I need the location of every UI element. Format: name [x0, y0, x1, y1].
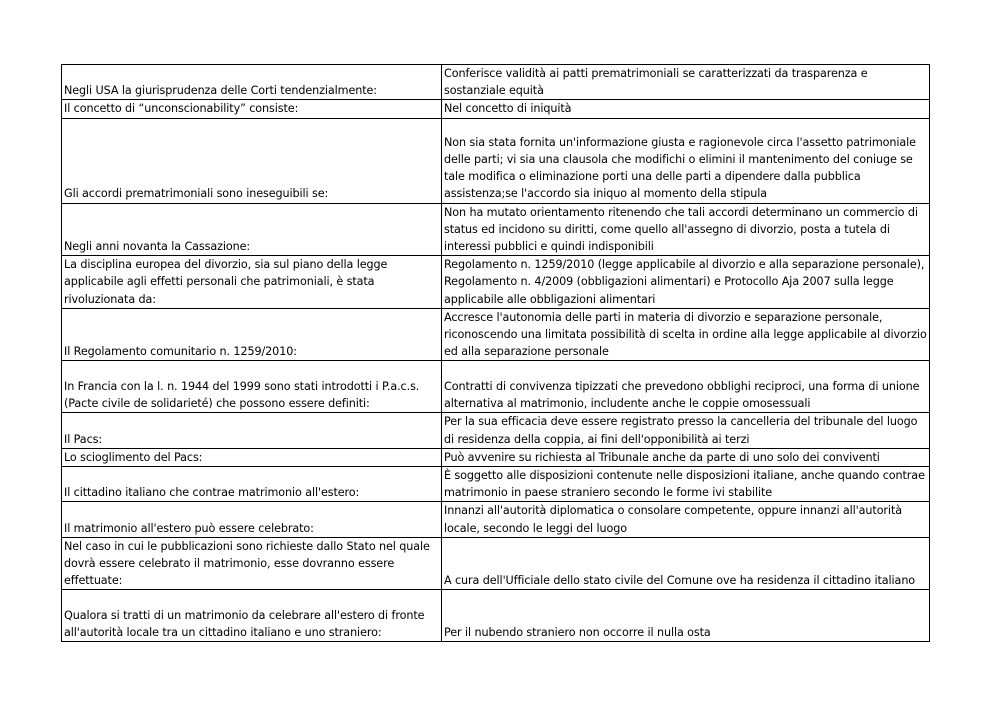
question-cell: Nel caso in cui le pubblicazioni sono richieste dallo Stato nel quale dovrà essere celebrato il matrimonio, esse dovranno essere effettuate: — [62, 537, 442, 590]
question-cell: Il cittadino italiano che contrae matrimonio all'estero: — [62, 467, 442, 502]
question-cell: Qualora si tratti di un matrimonio da celebrare all'estero di fronte all'autorità locale tra un cittadino italiano e uno straniero: — [62, 590, 442, 642]
question-cell: La disciplina europea del divorzio, sia sul piano della legge applicabile agli effetti personali che patrimoniali, è stata rivoluzionata da: — [62, 256, 442, 309]
answer-cell: Contratti di convivenza tipizzati che prevedono obblighi reciproci, una forma di unione alternativa al matrimonio, includente anche le coppie omosessuali — [442, 361, 930, 413]
answer-cell: Per la sua efficacia deve essere registrato presso la cancelleria del tribunale del luogo di residenza della coppia, ai fini dell'opponibilità ai terzi — [442, 413, 930, 448]
table-row — [62, 361, 930, 413]
answer-cell: A cura dell'Ufficiale dello stato civile del Comune ove ha residenza il cittadino italiano — [442, 537, 930, 590]
table-row — [62, 413, 930, 448]
answer-cell: Per il nubendo straniero non occorre il nulla osta — [442, 590, 930, 642]
answer-cell: È soggetto alle disposizioni contenute nelle disposizioni italiane, anche quando contrae matrimonio in paese straniero secondo le forme ivi stabilite — [442, 467, 930, 502]
table-row — [62, 502, 930, 537]
answer-cell: Regolamento n. 1259/2010 (legge applicabile al divorzio e alla separazione personale), Regolamento n. 4/2009 (obbligazioni alimentari) e Protocollo Aja 2007 sulla legge applicabile alle obbligazioni alimentari — [442, 256, 930, 309]
question-cell: Il concetto di “unconscionability” consiste: — [62, 100, 442, 118]
answer-cell: Innanzi all'autorità diplomatica o consolare competente, oppure innanzi all'autorità locale, secondo le leggi del luogo — [442, 502, 930, 537]
question-cell: Negli USA la giurisprudenza delle Corti tendenzialmente: — [62, 65, 442, 100]
table-row — [62, 537, 930, 590]
answer-cell: Nel concetto di iniquità — [442, 100, 930, 118]
table-row — [62, 118, 930, 203]
table-row — [62, 256, 930, 309]
table-row — [62, 308, 930, 361]
answer-cell: Accresce l'autonomia delle parti in materia di divorzio e separazione personale, riconoscendo una limitata possibilità di scelta in ordine alla legge applicabile al divorzio ed alla separazione personale — [442, 308, 930, 361]
table-row — [62, 590, 930, 642]
question-cell: Il Pacs: — [62, 413, 442, 448]
question-cell: In Francia con la l. n. 1944 del 1999 sono stati introdotti i P.a.c.s. (Pacte civile de solidarieté) che possono essere definiti: — [62, 361, 442, 413]
table-row — [62, 467, 930, 502]
question-cell: Negli anni novanta la Cassazione: — [62, 203, 442, 256]
question-cell: Il Regolamento comunitario n. 1259/2010: — [62, 308, 442, 361]
answer-cell: Non sia stata fornita un'informazione giusta e ragionevole circa l'assetto patrimoniale delle parti; vi sia una clausola che modifichi o elimini il mantenimento del coniuge se tale modifica o eliminazione porti una delle parti a dipendere dalla pubblica assistenza;se l'accordo sia iniquo al momento della stipula — [442, 118, 930, 203]
question-cell: Gli accordi prematrimoniali sono ineseguibili se: — [62, 118, 442, 203]
table-row — [62, 100, 930, 118]
qa-table — [61, 64, 930, 642]
answer-cell: Conferisce validità ai patti prematrimoniali se caratterizzati da trasparenza e sostanziale equità — [442, 65, 930, 100]
table-row — [62, 448, 930, 466]
answer-cell: Non ha mutato orientamento ritenendo che tali accordi determinano un commercio di status ed incidono su diritti, come quello all'assegno di divorzio, posta a tutela di interessi pubblici e quindi indisponibili — [442, 203, 930, 256]
question-cell: Il matrimonio all'estero può essere celebrato: — [62, 502, 442, 537]
table-row — [62, 65, 930, 100]
question-cell: Lo scioglimento del Pacs: — [62, 448, 442, 466]
table-row — [62, 203, 930, 256]
answer-cell: Può avvenire su richiesta al Tribunale anche da parte di uno solo dei conviventi — [442, 448, 930, 466]
